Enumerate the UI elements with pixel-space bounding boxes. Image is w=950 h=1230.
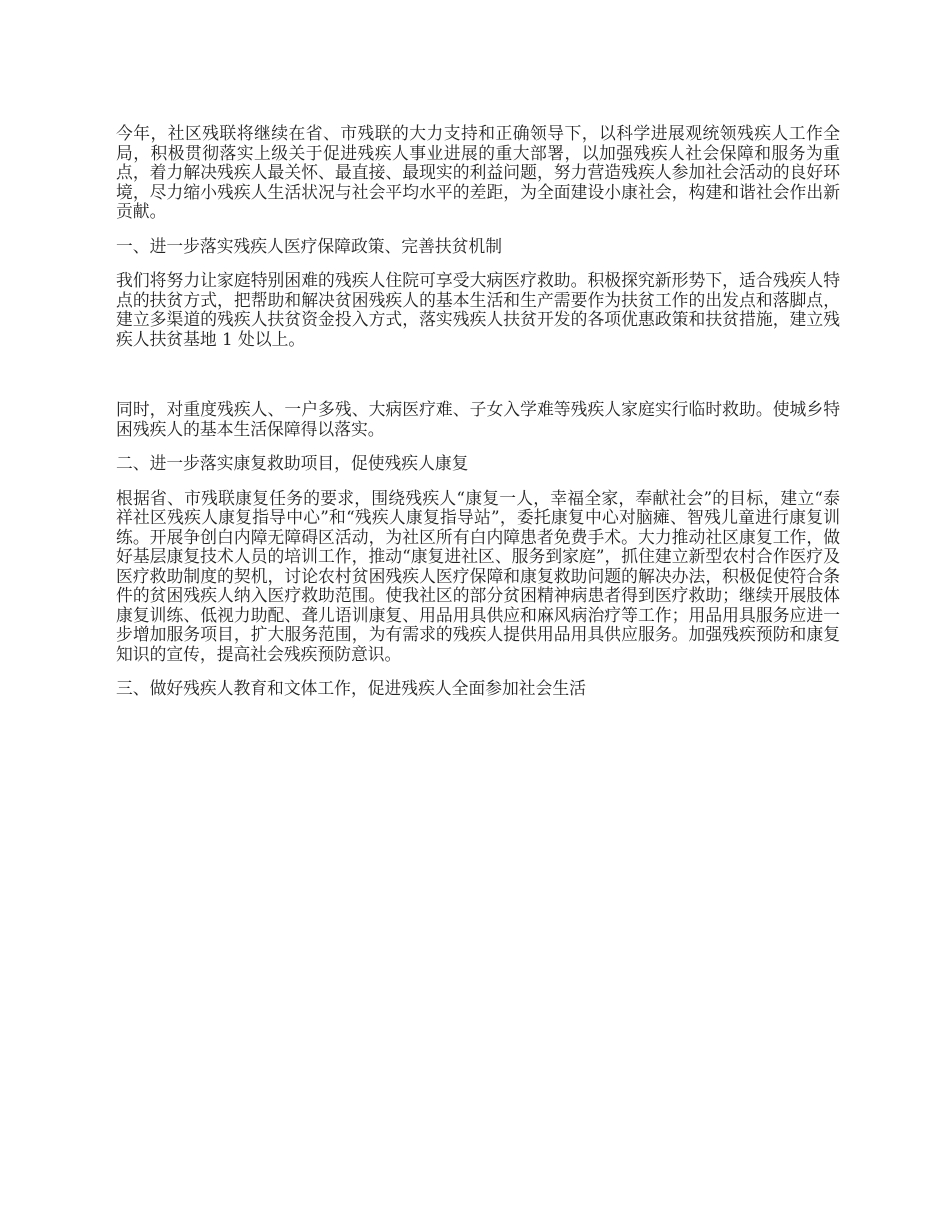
section-heading-3: 三、做好残疾人教育和文体工作，促进残疾人全面参加社会生活 [116, 678, 586, 698]
document-page [116, 124, 840, 714]
section-1-paragraph-2: 同时，对重度残疾人、一户多残、大病医疗难、子女入学难等残疾人家庭实行临时救助。使城乡特困残疾人的基本生活保障得以落实。 [116, 399, 840, 439]
section-2-paragraph: 根据省、市残联康复任务的要求，围绕残疾人“康复一人，幸福全家，奉献社会”的目标，建立“泰祥社区残疾人康复指导中心”和“残疾人康复指导站”，委托康复中心对脑瘫、智残儿童进行康复训练。开展争创白内障无障碍区活动，为社区所有白内障患者免费手术。大力推动社区康复工作，做好基层康复技术人员的培训工作，推动“康复进社区、服务到家庭”，抓住建立新型农村合作医疗及医疗救助制度的契机，讨论农村贫困残疾人医疗保障和康复救助问题的解决办法，积极促使符合条件的贫困残疾人纳入医疗救助范围。使我社区的部分贫困精神病患者得到医疗救助；继续开展肢体康复训练、低视力助配、聋儿语训康复、用品用具供应和麻风病治疗等工作；用品用具服务应进一步增加服务项目，扩大服务范围，为有需求的残疾人提供用品用具供应服务。加强残疾预防和康复知识的宣传，提高社会残疾预防意识。 [116, 487, 840, 664]
blank-spacer [116, 364, 840, 400]
intro-paragraph: 今年，社区残联将继续在省、市残联的大力支持和正确领导下，以科学进展观统领残疾人工作全局，积极贯彻落实上级关于促进残疾人事业进展的重大部署，以加强残疾人社会保障和服务为重点，着力解决残疾人最关怀、最直接、最现实的利益问题，努力营造残疾人参加社会活动的良好环境，尽力缩小残疾人生活状况与社会平均水平的差距，为全面建设小康社会，构建和谐社会作出新贡献。 [116, 123, 840, 221]
section-1-paragraph: 我们将努力让家庭特别困难的残疾人住院可享受大病医疗救助。积极探究新形势下，适合残疾人特点的扶贫方式，把帮助和解决贫困残疾人的基本生活和生产需要作为扶贫工作的出发点和落脚点，建立多渠道的残疾人扶贫资金投入方式，落实残疾人扶贫开发的各项优惠政策和扶贫措施，建立残疾人扶贫基地 1 处以上。 [116, 270, 840, 349]
section-heading-1: 一、进一步落实残疾人医疗保障政策、完善扶贫机制 [116, 235, 502, 256]
section-heading-2: 二、进一步落实康复救助项目，促使残疾人康复 [116, 453, 469, 473]
